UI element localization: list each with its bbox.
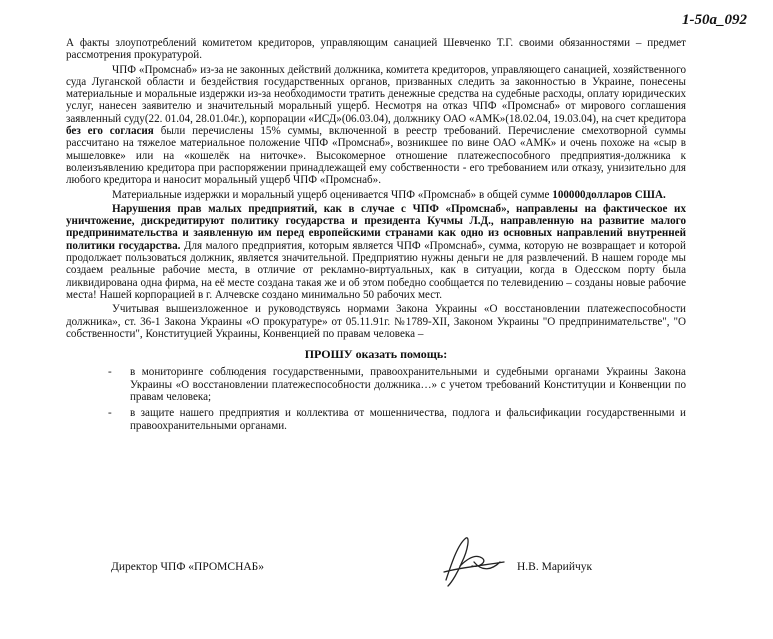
request-item-text: в защите нашего предприятия и коллектива от мошенничества, подлога и фальсификации государственными и правоохранительными органами.	[130, 407, 686, 432]
list-dash: -	[108, 366, 112, 379]
request-list	[66, 366, 686, 431]
paragraph-violations-text: Для малого предприятия, которым является ЧПФ «Промснаб», сумма, которую не возвращает и которой продолжает пользоваться должник, является значительной. Предприятию нужны деньги не для развлечений. В нашем городе мы создаем реальные рабочие места, в отличие от рекламно-виртуальных, как в ситуации, когда в Одесском порту была ликвидирована одна фирма, на её месте создана такая же и об этом победно сообщается по телевидению – созданы новые рабочие места! Нашей корпорацией в г. Алчевске создано минимально 50 рабочих мест.	[66, 239, 686, 301]
document-body	[66, 37, 686, 436]
request-heading: ПРОШУ оказать помощь:	[304, 347, 448, 362]
paragraph-amount-sum: 100000долларов США.	[552, 188, 666, 201]
paragraph-damages	[66, 64, 686, 187]
request-item	[66, 366, 686, 403]
handwritten-signature	[438, 532, 508, 590]
list-dash: -	[108, 407, 112, 420]
paragraph-violations	[66, 203, 686, 301]
signatory-name: Н.В. Марийчук	[517, 561, 593, 573]
paragraph-damages-part-2: были перечислены 15% суммы, включенной в реестр требований. Перечисление смехотворной суммы рассчитано на тяжелое материальное положение ЧПФ «Промснаб», возникшее по вине ОАО «АМК» и очень похоже на «сыр в мышеловке» или на «кошелёк на ниточке». Высокомерное отношение платежеспособного предприятия-должника к волеизъявлению кредитора при распоряжении принадлежащей ему собственности - его требованием или отказу, унизительно для любого кредитора и наносит моральный ущерб ЧПФ «Промснаб».	[66, 125, 686, 187]
paragraph-prosecutor: А факты злоупотреблений комитетом кредиторов, управляющим санацией Шевченко Т.Г. своими обязанностями – предмет рассмотрения прокуратурой.	[66, 37, 686, 62]
request-item-text: в мониторинге соблюдения государственными, правоохранительными и судебными органами Украины Закона Украины «О восстановлении платежеспособности должника…» с учетом требований Конституции и Конвенции по правам человека;	[130, 366, 686, 404]
paragraph-amount-text: Материальные издержки и моральный ущерб оценивается ЧПФ «Промснаб» в общей сумме	[112, 188, 550, 201]
document-id: 1-50а_092	[682, 12, 747, 28]
paragraph-violations-emphasis: Нарушения прав малых предприятий, как в случае с ЧПФ «Промснаб», направлены на фактическое их уничтожение, дискредитируют политику государства и президента Кучмы Л.Д., направленную на развитие малого предпринимательства и заявленную им перед европейскими странами как одно из основных направлений внутренней политики государства.	[66, 202, 686, 252]
paragraph-amount	[66, 189, 686, 201]
request-item	[66, 407, 686, 432]
paragraph-damages-part-1: ЧПФ «Промснаб» из-за не законных действий должника, комитета кредиторов, управляющего санацией, хозяйственного суда Луганской области и бездействия государственных органов, призванных следить за законностью в Украине, понесены материальные и моральные издержки из-за необходимости тратить денежные средства на судебные расходы, оплату юридических услуг, нанесен заявителю и значительный моральный ущерб. Несмотря на отказ ЧПФ «Промснаб» от мирового соглашения заявленный суду(22. 01.04, 28.01.04г.), корпорации «ИСД»(06.03.04), должнику ОАО «АМК»(18.02.04, 19.03.04), на счет кредитора	[66, 63, 686, 125]
paragraph-damages-emphasis: без его согласия	[66, 125, 154, 138]
paragraph-legal-basis: Учитывая вышеизложенное и руководствуясь нормами Закона Украины «О восстановлении платежеспособности должника», ст. 36-1 Закона Украины «О прокуратуре» от 05.11.91г. №1789-XII, Законом Украины "О предпринимательстве", "О собственности", Конституцией Украины, Конвенцией по правам человека –	[66, 303, 686, 340]
signatory-position: Директор ЧПФ «ПРОМСНАБ»	[111, 561, 265, 573]
